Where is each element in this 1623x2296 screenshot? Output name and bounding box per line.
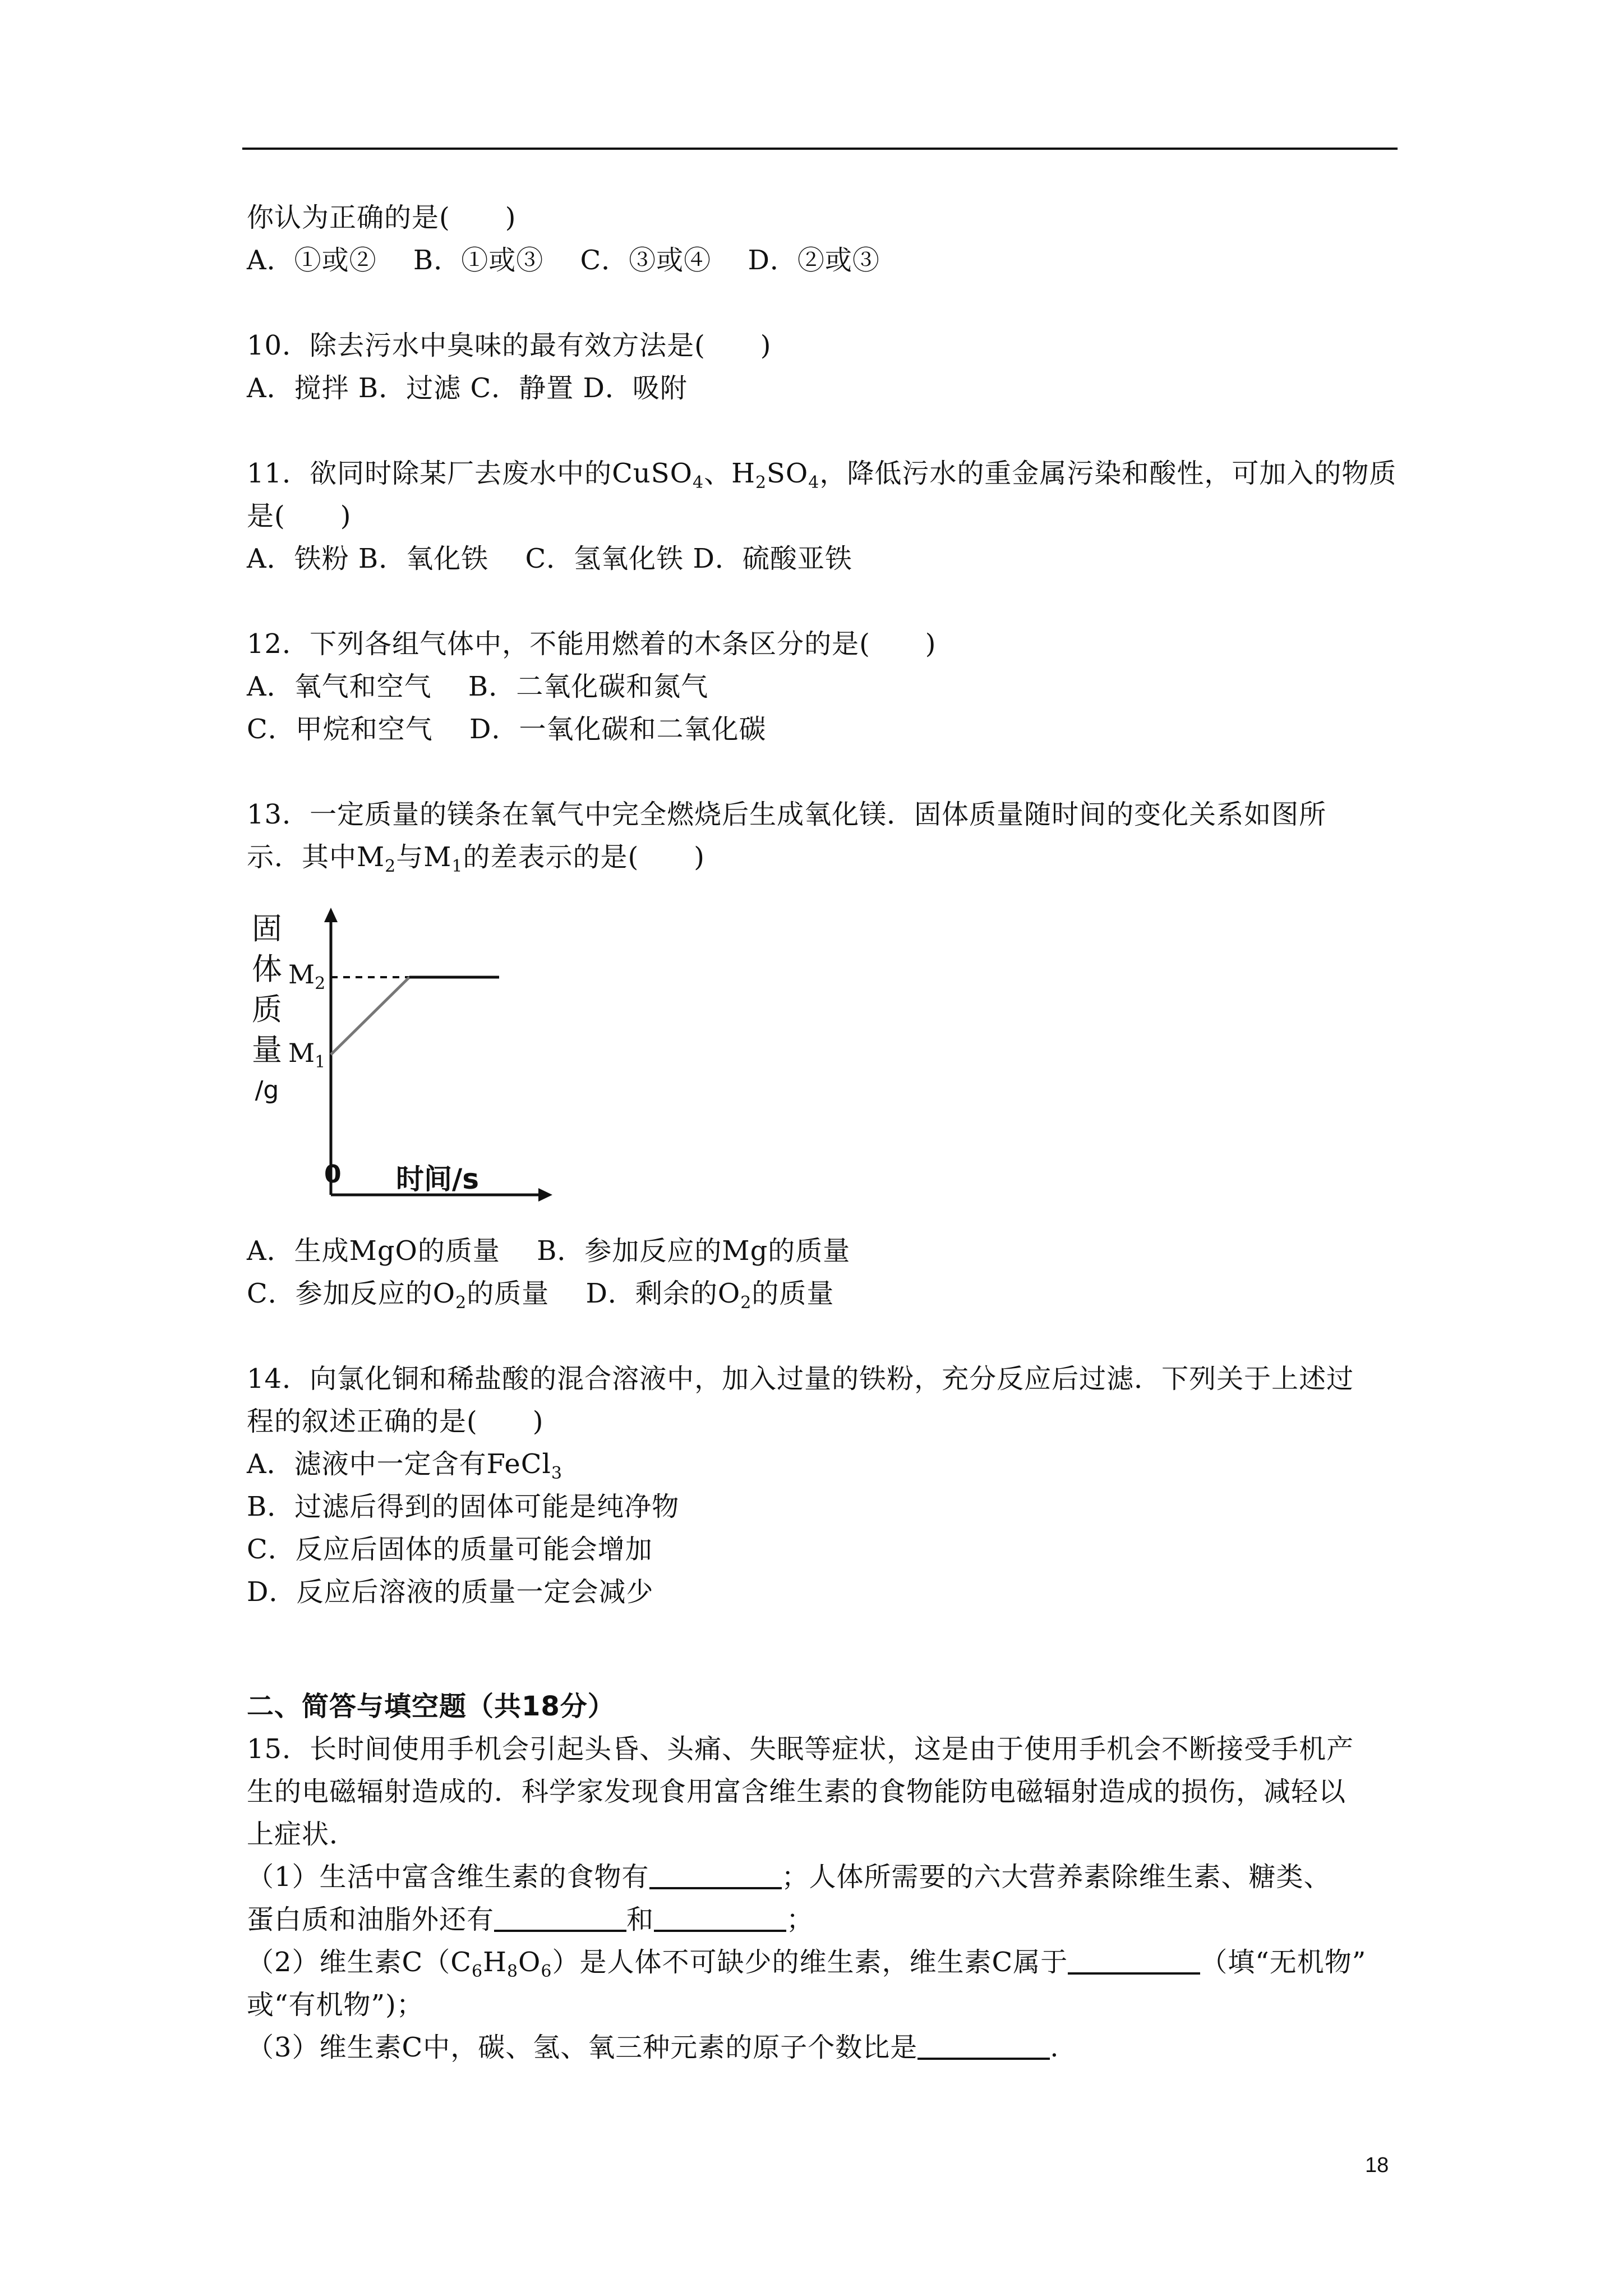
q13-stem-line1: 13．一定质量的镁条在氧气中完全燃烧后生成氧化镁．固体质量随时间的变化关系如图所 [247,799,1327,830]
y-label-char: 量 [252,1032,282,1068]
origin-label: 0 [324,1160,342,1189]
q13-stem-line2: 示．其中$M_2$与$M_1$的差表示的是( ) [247,841,705,876]
y-axis-arrow [324,908,338,922]
y-label-unit: /g [255,1076,279,1105]
q11-options: A．铁粉 B．氧化铁 C．氢氧化铁 D．硫酸亚铁 [247,543,852,574]
q15-line2: 生的电磁辐射造成的．科学家发现食用富含维生素的食物能防电磁辐射造成的损伤，减轻以 [247,1776,1347,1807]
answer-blank-4[interactable] [1068,1948,1200,1975]
m1-label: $M_1$ [288,1038,326,1072]
m2-label: $M_2$ [288,959,326,993]
q12-stem: 12．下列各组气体中，不能用燃着的木条区分的是( ) [247,628,937,660]
q10-stem: 10．除去污水中臭味的最有效方法是( ) [247,330,772,361]
q15-part2-line1: （2）维生素$C(C_6H_8O_6)$是人体不可缺少的维生素，维生素C属于 （填“无机物” [247,1947,1367,1981]
q12-options-1: A．氧气和空气 B．二氧化碳和氮气 [247,671,709,702]
q14-option-d: D．反应后溶液的质量一定会减少 [247,1576,654,1608]
q14-option-a: A．滤液中一定含有FeCl$_3$ [247,1448,562,1483]
answer-blank-3[interactable] [654,1905,786,1932]
q9-options: A．①或② B．①或③ C．③或④ D．②或③ [247,245,880,276]
y-label-char: 质 [252,992,282,1027]
q15-part1-line2: 蛋白质和油脂外还有 和 ； [247,1904,814,1935]
q15-part2-line2: 或“有机物”)； [247,1989,424,2021]
q15-part1-line1: （1）生活中富含维生素的食物有 ；人体所需要的六大营养素除维生素、糖类、 [247,1861,1331,1893]
header-rule [242,148,1398,150]
q12-options-2: C．甲烷和空气 D．一氧化碳和二氧化碳 [247,714,767,745]
mass-rising-line [331,977,409,1055]
q10-options: A．搅拌 B．过滤 C．静置 D．吸附 [247,372,688,404]
x-axis-arrow [538,1188,552,1202]
q13-options-1: A．生成MgO的质量 B．参加反应的Mg的质量 [247,1235,851,1267]
q15-part3: （3）维生素C中，碳、氢、氧三种元素的原子个数比是 . [247,2032,1059,2063]
section-heading: 二、简答与填空题（共18分） [247,1691,615,1722]
mass-time-graph [247,903,561,1217]
answer-blank-5[interactable] [917,2033,1050,2060]
x-axis-label: 时间/s [396,1163,479,1195]
q11-stem-line2: 是( ) [247,500,352,532]
q14-stem-line1: 14．向氯化铜和稀盐酸的混合溶液中，加入过量的铁粉，充分反应后过滤．下列关于上述过 [247,1363,1354,1395]
q14-option-c: C．反应后固体的质量可能会增加 [247,1534,653,1565]
q15-line3: 上症状． [247,1819,357,1850]
answer-blank-2[interactable] [494,1905,626,1932]
y-axis-label [250,909,284,1111]
q14-option-b: B．过滤后得到的固体可能是纯净物 [247,1491,680,1522]
answer-blank-1[interactable] [649,1862,782,1889]
q14-stem-line2: 程的叙述正确的是( ) [247,1406,544,1437]
q15-line1: 15．长时间使用手机会引起头昏、头痛、失眠等症状，这是由于使用手机会不断接受手机产 [247,1733,1354,1765]
q13-options-2: C．参加反应的$O_2$的质量 D．剩余的$O_2$的质量 [247,1278,834,1313]
y-label-char: 体 [252,951,282,987]
page-number: 18 [1365,2154,1389,2177]
q9-stem: 你认为正确的是( ) [247,202,517,233]
q11-stem: 11．欲同时除某厂去废水中的CuSO$_4$、$H_2SO_4$，降低污水的重金属污染和酸性，可加入的物质 [247,458,1397,493]
y-label-char: 固 [252,911,282,946]
